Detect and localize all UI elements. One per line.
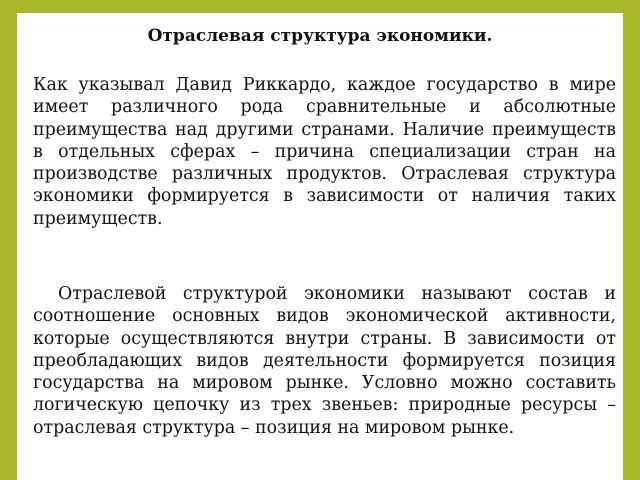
paragraph-2: Отраслевой структурой экономики называют состав и соотношение основных видов экономической активности, которые осуществляются внутри страны. В зависимости от преобладающих видов деятельности формируется позиция государства на мировом рынке. Условно можно составить логическую цепочку из трех звеньев: природные ресурсы – отраслевая структура – позиция на мировом рынке. <box>33 284 616 438</box>
slide-title: Отраслевая структура экономики. <box>147 26 493 46</box>
slide-page <box>17 13 623 480</box>
paragraph-1: Как указывал Давид Риккардо, каждое государство в мире имеет различного рода сравнительные и абсолютные преимущества над другими странами. Наличие преимуществ в отдельных сферах – причина специализации стран на производстве различных продуктов. Отраслевая структура экономики формируется в зависимости от наличия таких преимуществ. <box>33 75 616 229</box>
